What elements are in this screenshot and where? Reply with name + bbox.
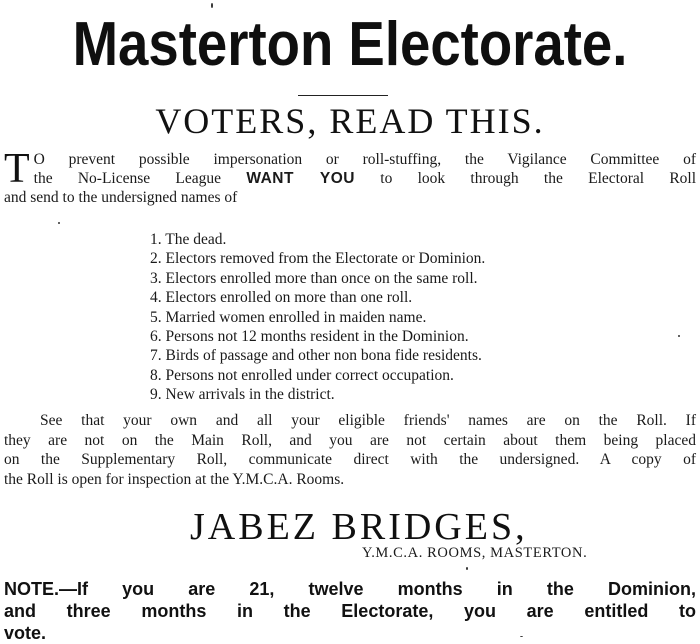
- list-item: 9. New arrivals in the district.: [150, 386, 335, 404]
- instructions-paragraph: [4, 411, 696, 489]
- print-speck: [58, 222, 60, 224]
- list-item: 6. Persons not 12 months resident in the Dominion.: [150, 328, 469, 346]
- paragraph-line: See that your own and all your eligible friends' names are on the Roll. If: [40, 412, 696, 429]
- intro-line-2-end: to look through the Electoral Roll: [380, 170, 697, 187]
- list-item: 7. Birds of passage and other non bona fide residents.: [150, 347, 482, 365]
- decorative-rule: [298, 95, 388, 96]
- list-item: 4. Electors enrolled on more than one roll.: [150, 289, 413, 307]
- print-speck: [678, 335, 680, 337]
- intro-line-1: O prevent possible impersonation or roll-stuffing, the Vigilance Committee of: [33, 151, 696, 168]
- list-item: 2. Electors removed from the Electorate or Dominion.: [150, 250, 486, 268]
- note-line: and three months in the Electorate, you are entitled to: [4, 601, 696, 621]
- names-list: [150, 230, 620, 405]
- eligibility-note: [4, 578, 696, 644]
- paragraph-line: the Roll is open for inspection at the Y.M.C.A. Rooms.: [4, 470, 345, 488]
- print-speck: [211, 3, 213, 8]
- print-speck: [520, 636, 523, 637]
- intro-paragraph: [4, 146, 697, 207]
- paragraph-line: they are not on the Main Roll, and you are not certain about them being placed: [4, 431, 696, 449]
- list-item: 5. Married women enrolled in maiden name.: [150, 308, 427, 326]
- want-you-emphasis: WANT YOU: [246, 170, 355, 187]
- subheading: VOTERS, READ THIS.: [155, 101, 545, 141]
- list-item: 3. Electors enrolled more than once on the same roll.: [150, 269, 478, 287]
- note-line: NOTE.—If you are 21, twelve months in the Dominion,: [4, 579, 696, 599]
- intro-line-2: [4, 169, 696, 188]
- signatory-address: Y.M.C.A. ROOMS, MASTERTON.: [362, 545, 588, 561]
- intro-line-3: and send to the undersigned names of: [4, 189, 238, 206]
- intro-line-2-start: the No-License League: [33, 170, 222, 187]
- headline: Masterton Electorate.: [72, 10, 628, 79]
- list-item: 8. Persons not enrolled under correct occupation.: [150, 366, 454, 384]
- print-speck: [466, 567, 468, 570]
- drop-cap: T: [4, 146, 30, 192]
- note-line: vote.: [4, 623, 47, 643]
- list-item: 1. The dead.: [150, 231, 227, 248]
- signatory-name: JABEZ BRIDGES,: [190, 506, 528, 548]
- paragraph-line: on the Supplementary Roll, communicate direct with the undersigned. A copy of: [4, 451, 696, 468]
